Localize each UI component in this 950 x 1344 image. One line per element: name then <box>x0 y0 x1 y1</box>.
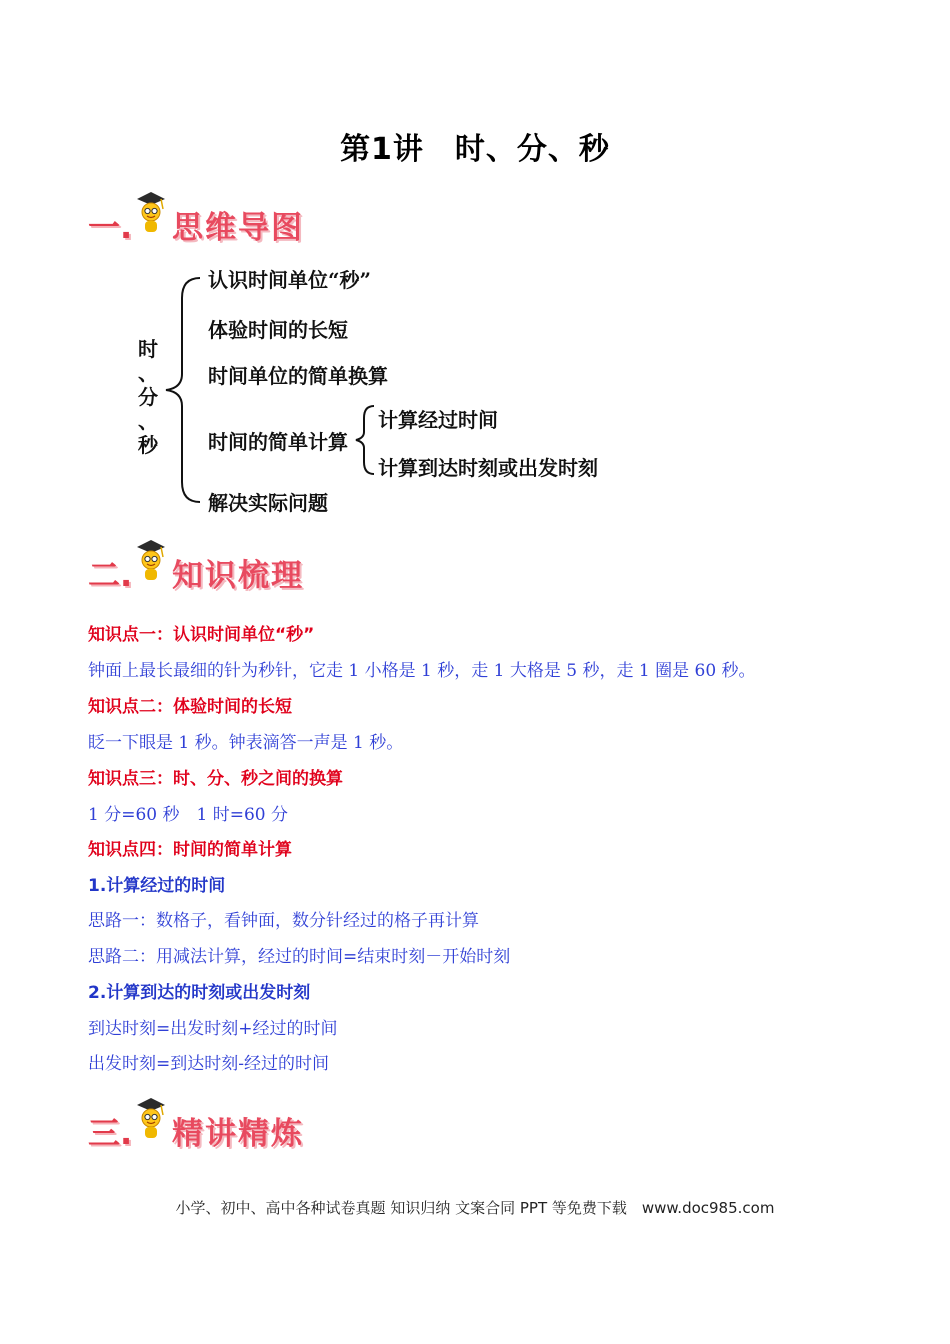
graduate-mascot-icon <box>134 190 168 234</box>
knowledge-point-text: 思路二：用减法计算，经过的时间=结束时刻－开始时刻 <box>88 947 511 967</box>
section-number: 三. <box>88 1114 133 1152</box>
knowledge-subheading: 2.计算到达的时刻或出发时刻 <box>88 983 311 1003</box>
section-number: 一. <box>88 208 133 246</box>
mindmap-sub-branch: 计算到达时刻或出发时刻 <box>378 456 598 480</box>
knowledge-point-title: 知识点三：时、分、秒之间的换算 <box>88 769 343 789</box>
knowledge-point-text: 钟面上最长最细的针为秒针，它走 1 小格是 1 秒，走 1 大格是 5 秒，走 1 圈是 60 秒。 <box>88 661 756 681</box>
mindmap-root-char: 、 <box>138 409 158 433</box>
section-number: 二. <box>88 556 133 594</box>
knowledge-point-text: 思路一：数格子，看钟面，数分针经过的格子再计算 <box>88 911 479 931</box>
mindmap-root-char: 秒 <box>138 433 158 457</box>
knowledge-point-title: 知识点一：认识时间单位“秒” <box>88 625 315 645</box>
graduate-mascot-icon <box>134 1096 168 1140</box>
page-title: 第1讲 时、分、秒 <box>340 132 610 167</box>
knowledge-point-title: 知识点四：时间的简单计算 <box>88 840 292 860</box>
mindmap-sub-branch: 计算经过时间 <box>378 408 498 432</box>
section-header-mindmap <box>88 196 348 244</box>
knowledge-point-text: 到达时刻=出发时刻+经过的时间 <box>88 1019 338 1039</box>
knowledge-point-title: 知识点二：体验时间的长短 <box>88 697 292 717</box>
knowledge-subheading: 1.计算经过的时间 <box>88 876 226 896</box>
mindmap-branch: 时间的简单计算 <box>208 430 348 454</box>
mindmap-root-char: 分 <box>138 385 158 409</box>
knowledge-point-text: 眨一下眼是 1 秒。钟表滴答一声是 1 秒。 <box>88 733 404 753</box>
knowledge-point-text: 1 分=60 秒 1 时=60 分 <box>88 805 288 825</box>
graduate-mascot-icon <box>134 538 168 582</box>
knowledge-point-text: 出发时刻=到达时刻-经过的时间 <box>88 1054 329 1074</box>
mindmap-main-brace <box>160 270 210 510</box>
mindmap-branch: 认识时间单位“秒” <box>208 268 372 292</box>
section-label: 思维导图 <box>172 210 304 246</box>
mindmap-branch: 体验时间的长短 <box>208 318 348 342</box>
page-footer: 小学、初中、高中各种试卷真题 知识归纳 文案合同 PPT 等免费下载 www.doc985.com <box>175 1199 775 1217</box>
section-header-knowledge <box>88 544 348 592</box>
mindmap-root-char: 、 <box>138 361 158 385</box>
mindmap-root-char: 时 <box>138 337 158 361</box>
section-header-practice <box>88 1102 348 1150</box>
mindmap-branch: 时间单位的简单换算 <box>208 364 388 388</box>
mindmap-root <box>136 332 160 462</box>
section-label: 知识梳理 <box>172 558 304 594</box>
mindmap-branch: 解决实际问题 <box>208 491 328 515</box>
section-label: 精讲精炼 <box>172 1116 304 1152</box>
mindmap-sub-brace <box>352 400 380 480</box>
